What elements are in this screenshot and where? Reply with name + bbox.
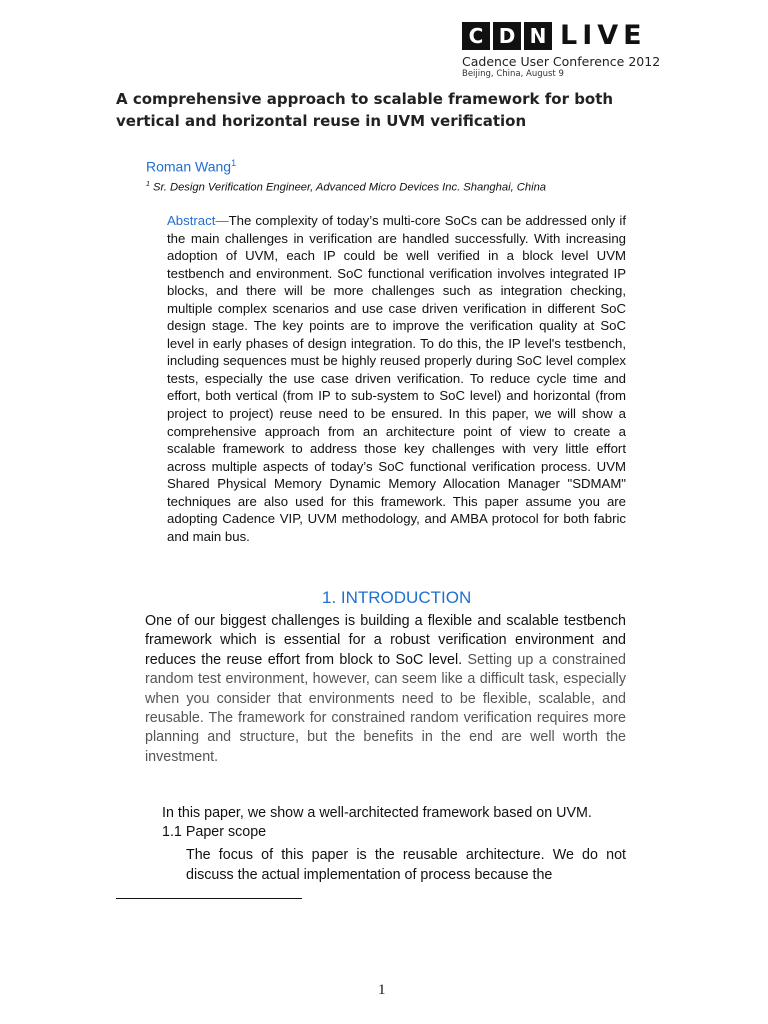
affiliation-mark: 1	[146, 181, 150, 188]
intro-continuation: Setting up a constrained random test environment, however, can seem like a difficult task, especially when you consider that environments need to be flexible, scalable, and reusable. The framework for constrained random verification requires more planning and structure, but the benefits in the end are well worth the investment.	[145, 651, 626, 765]
conference-name: Cadence User Conference 2012	[462, 54, 661, 69]
author-affiliation	[146, 181, 646, 194]
abstract-text: The complexity of today’s multi-core SoCs can be addressed only if the main challenges in verification are handled successfully. With increasing adoption of UVM, each IP could be well verified in a block level UVM testbench and environment. SoC functional verification involves integrated IP blocks, and there will be more challenges such as integration checking, multiple complex scenarios and use case driven verification in different SoC design stage. The key points are to improve the verification quality at SoC level in early phases of design integration. To do this, the IP level's testbench, including sequences must be highly reused properly during SoC level complex tests, especially the use case driven verification. To reduce cycle time and effort, both vertical (from IP to sub-system to SoC level) and horizontal (from project to project) reuse need to be ensured. In this paper, we will show a comprehensive approach from an architecture point of view to create a scalable framework to address those key challenges with very little effort across multiple aspects of today’s SoC functional verification process. UVM Shared Physical Memory Dynamic Memory Allocation Manager "SDMAM" techniques are also used for this framework. This paper assume you are adopting Cadence VIP, UVM methodology, and AMBA protocol for both fabric and main bus.	[167, 213, 626, 544]
introduction-paragraph	[145, 612, 626, 767]
intro-sentence: One of our biggest challenges is building a flexible and scalable testbench framework which is essential for a robust verification environment and reduces the reuse effort from block to SoC level.	[145, 613, 626, 668]
logo-word-live: LIVE	[560, 20, 647, 51]
author-name-text: Roman Wang	[146, 158, 232, 175]
author-name	[146, 158, 236, 175]
affiliation-text: Sr. Design Verification Engineer, Advanced Micro Devices Inc. Shanghai, China	[149, 181, 547, 194]
page-number: 1	[378, 982, 386, 998]
author-footnote-mark: 1	[231, 158, 237, 168]
conference-location: Beijing, China, August 9	[462, 69, 564, 79]
abstract	[167, 212, 626, 545]
section-heading-introduction: 1. INTRODUCTION	[322, 588, 472, 607]
logo-letter-c: C	[462, 22, 490, 50]
paper-title: A comprehensive approach to scalable framework for both vertical and horizontal reuse in UVM verification	[116, 90, 614, 130]
abstract-label: Abstract—	[167, 213, 229, 228]
logo-wordmark	[462, 22, 652, 50]
footnote-divider	[116, 898, 302, 899]
introduction-paragraph-2: In this paper, we show a well-architected framework based on UVM.	[162, 805, 592, 821]
logo-letter-n: N	[524, 22, 552, 50]
logo-letter-d: D	[493, 22, 521, 50]
subsection-heading: 1.1 Paper scope	[162, 824, 267, 840]
cdnlive-logo	[462, 20, 661, 79]
scope-paragraph: The focus of this paper is the reusable architecture. We do not discuss the actual implementation of process because the	[186, 847, 626, 883]
